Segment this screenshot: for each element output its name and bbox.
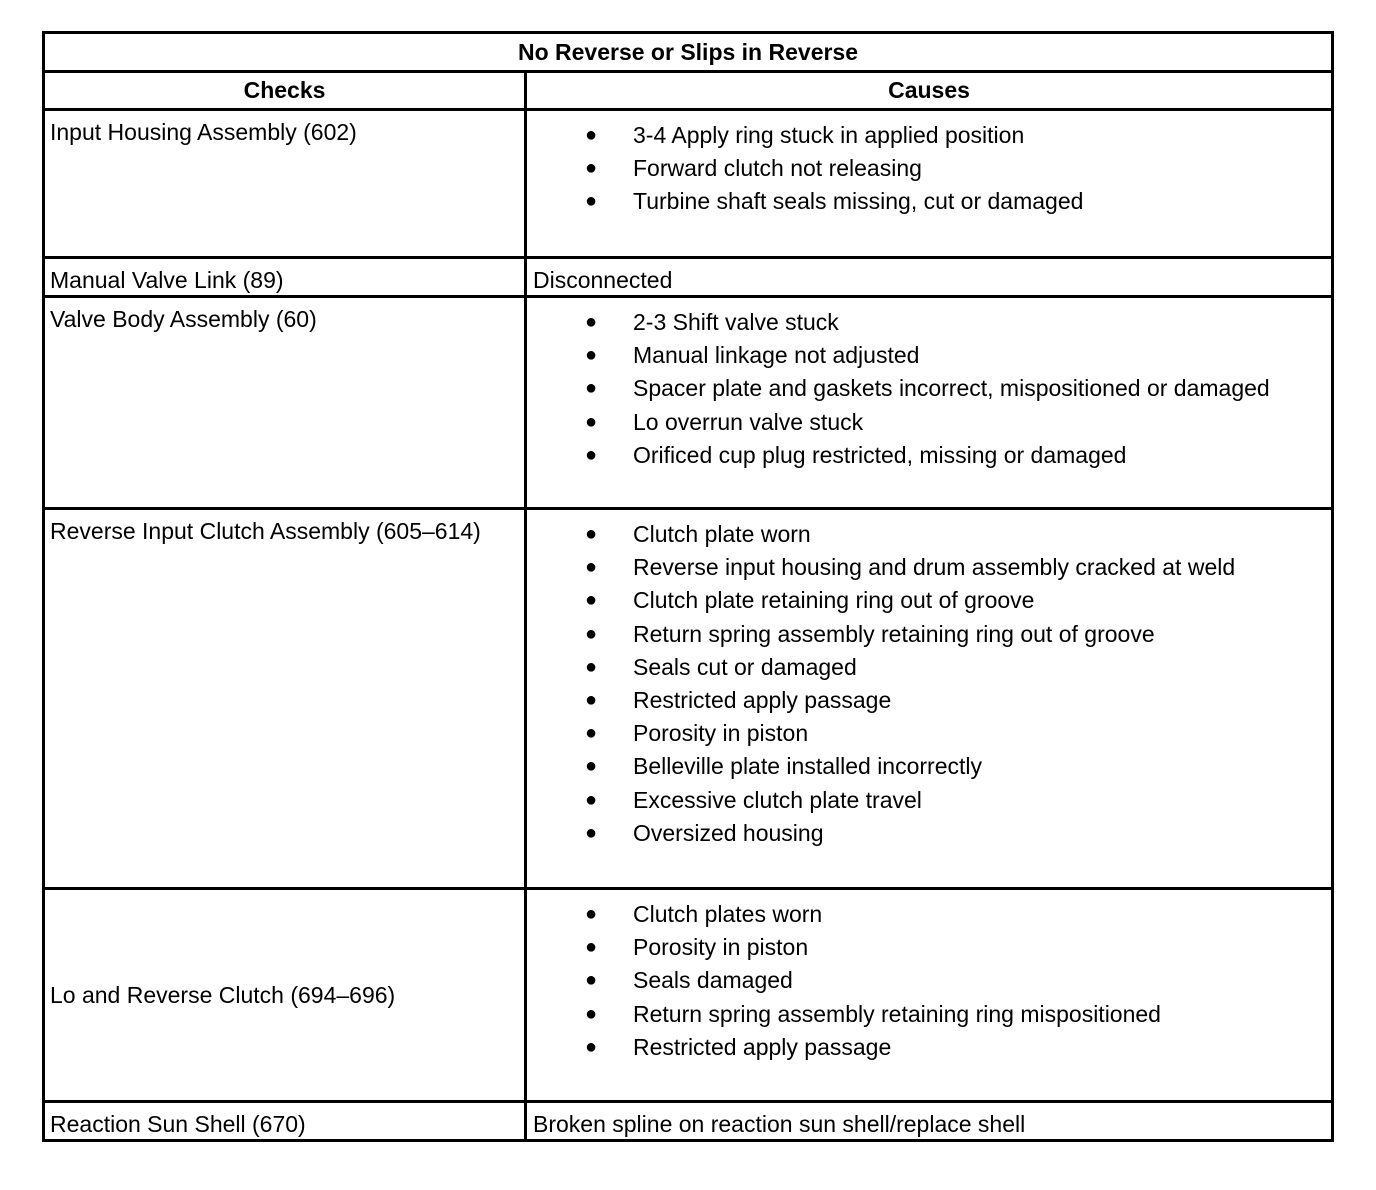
list-item: ● Turbine shaft seals missing, cut or damaged: [527, 185, 1331, 218]
list-item: ● Restricted apply passage: [527, 684, 1331, 717]
causes-cell: [526, 297, 1333, 509]
bullet-icon: ●: [585, 722, 598, 745]
table-row: [44, 258, 1333, 297]
table-row: [44, 297, 1333, 509]
list-item: ● Return spring assembly retaining ring mispositioned: [527, 998, 1331, 1031]
bullet-icon: ●: [585, 903, 598, 925]
bullet-icon: ●: [585, 124, 598, 146]
table-row: [44, 889, 1333, 1102]
list-item: ● 3-4 Apply ring stuck in applied position: [527, 119, 1331, 152]
list-item: ● Oversized housing: [527, 817, 1331, 850]
bullet-icon: ●: [585, 969, 598, 992]
bullet-icon: ●: [585, 689, 598, 712]
cause-text: Disconnected: [526, 258, 1333, 297]
bullet-icon: ●: [585, 788, 598, 811]
table-title: No Reverse or Slips in Reverse: [44, 33, 1333, 72]
list-item: ● Return spring assembly retaining ring out of groove: [527, 618, 1331, 651]
bullet-icon: ●: [585, 377, 598, 400]
check-cell: Valve Body Assembly (60): [44, 297, 526, 509]
list-item: ● Belleville plate installed incorrectly: [527, 750, 1331, 783]
cause-text: Broken spline on reaction sun shell/replace shell: [526, 1102, 1333, 1141]
bullet-icon: ●: [585, 523, 598, 545]
causes-cell: [526, 110, 1333, 258]
causes-list: [527, 890, 1331, 1064]
bullet-icon: ●: [585, 1035, 598, 1058]
list-item: ● Reverse input housing and drum assembly cracked at weld: [527, 551, 1331, 584]
causes-header: Causes: [526, 72, 1333, 110]
bullet-icon: ●: [585, 821, 598, 844]
check-cell: Reaction Sun Shell (670): [44, 1102, 526, 1141]
causes-list: [527, 111, 1331, 219]
list-item: ● Manual linkage not adjusted: [527, 339, 1331, 372]
bullet-icon: ●: [585, 344, 598, 367]
bullet-icon: ●: [585, 443, 598, 466]
diagnostic-table: [42, 31, 1334, 1142]
causes-cell: [526, 889, 1333, 1102]
bullet-icon: ●: [585, 936, 598, 959]
bullet-icon: ●: [585, 655, 598, 678]
bullet-icon: ●: [585, 410, 598, 433]
list-item: ● Clutch plate retaining ring out of groove: [527, 584, 1331, 617]
list-item: ● Seals damaged: [527, 964, 1331, 997]
list-item: ● Porosity in piston: [527, 717, 1331, 750]
causes-list: [527, 510, 1331, 850]
bullet-icon: ●: [585, 755, 598, 778]
bullet-icon: ●: [585, 556, 598, 579]
header-row: [44, 72, 1333, 110]
bullet-icon: ●: [585, 157, 598, 180]
list-item: ● Spacer plate and gaskets incorrect, mispositioned or damaged: [527, 372, 1331, 405]
causes-list: [527, 298, 1331, 472]
bullet-icon: ●: [585, 622, 598, 645]
check-cell: Manual Valve Link (89): [44, 258, 526, 297]
causes-cell: [526, 509, 1333, 889]
bullet-icon: ●: [585, 190, 598, 213]
list-item: ● Clutch plates worn: [527, 898, 1331, 931]
list-item: ● Lo overrun valve stuck: [527, 406, 1331, 439]
table-row: [44, 1102, 1333, 1141]
check-cell: Input Housing Assembly (602): [44, 110, 526, 258]
title-row: [44, 33, 1333, 72]
list-item: ● Clutch plate worn: [527, 518, 1331, 551]
table-row: [44, 110, 1333, 258]
bullet-icon: ●: [585, 589, 598, 612]
list-item: ● Orificed cup plug restricted, missing or damaged: [527, 439, 1331, 472]
list-item: ● 2-3 Shift valve stuck: [527, 306, 1331, 339]
list-item: ● Restricted apply passage: [527, 1031, 1331, 1064]
bullet-icon: ●: [585, 1002, 598, 1025]
list-item: ● Porosity in piston: [527, 931, 1331, 964]
list-item: ● Excessive clutch plate travel: [527, 784, 1331, 817]
checks-header: Checks: [44, 72, 526, 110]
check-cell: Lo and Reverse Clutch (694–696): [44, 889, 526, 1102]
check-cell: Reverse Input Clutch Assembly (605–614): [44, 509, 526, 889]
bullet-icon: ●: [585, 311, 598, 333]
table-row: [44, 509, 1333, 889]
list-item: ● Seals cut or damaged: [527, 651, 1331, 684]
list-item: ● Forward clutch not releasing: [527, 152, 1331, 185]
